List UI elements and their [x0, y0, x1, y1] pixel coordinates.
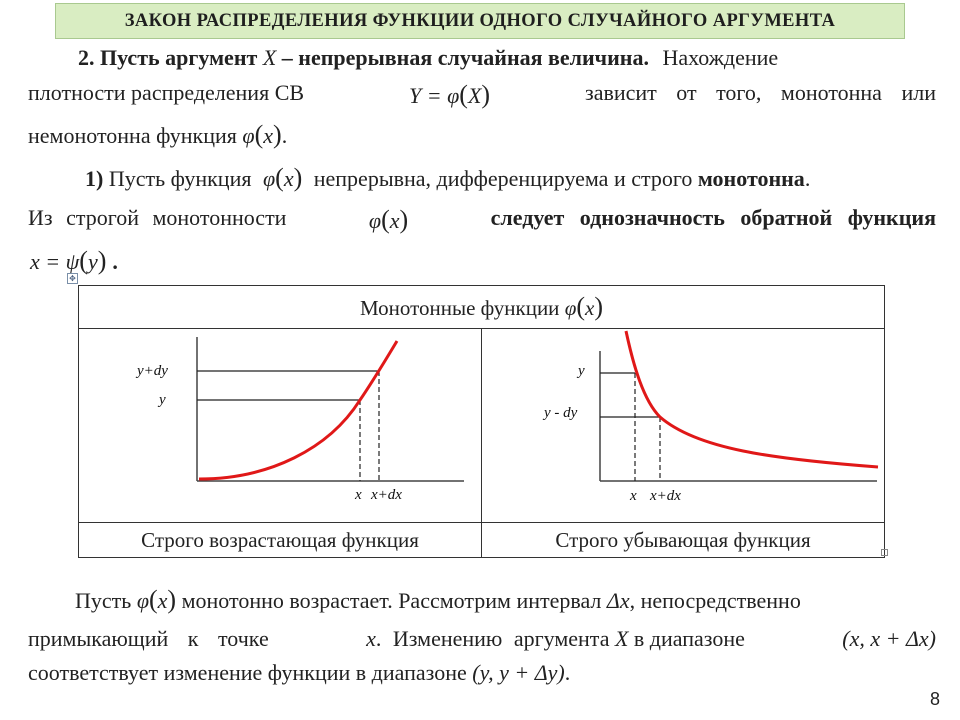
- label-y-dy: y+dy: [137, 363, 168, 379]
- p3-l2-c: в диапазоне: [633, 626, 745, 651]
- p3-l2-mid: [366, 626, 745, 652]
- figure-table: [78, 285, 885, 558]
- p2-x: x: [283, 166, 294, 191]
- p3-l1-b: монотонно возрастает. Рассмотрим интервал: [181, 588, 602, 613]
- p2-l2-phi: φ: [368, 208, 382, 233]
- p2-line1: [85, 163, 810, 193]
- paren-open: (: [381, 205, 390, 234]
- p3-l2-a: примыкающий к точке: [28, 626, 269, 651]
- label-x: x: [355, 487, 362, 503]
- p2-l2-formula: [369, 205, 408, 235]
- p3-x: x: [157, 588, 168, 613]
- p2-b-end: .: [804, 166, 811, 191]
- paren-close: ): [273, 120, 282, 149]
- p3-l1-c: , непосредственно: [629, 588, 801, 613]
- p2-l2-x: x: [389, 208, 400, 233]
- p1-l2-a: плотности распределения СВ: [28, 80, 305, 105]
- paren-close: ): [399, 205, 409, 234]
- p1-x: x: [263, 123, 274, 148]
- paren-open: (: [148, 585, 158, 614]
- label-x-dx: x+dx: [371, 487, 402, 503]
- p1-line3: [28, 120, 287, 150]
- paren-open: (: [459, 80, 468, 109]
- right-caption: Строго убывающая функция: [482, 523, 885, 558]
- paren-close: ): [293, 163, 303, 192]
- p2-l3-end: .: [112, 249, 118, 274]
- paren-close: ): [594, 292, 603, 321]
- left-graph-cell: [79, 329, 482, 523]
- p1-text: Нахождение: [662, 45, 779, 70]
- p3-l3-a: соответствует изменение функции в диапазоне: [28, 660, 467, 685]
- p3-l1-a: Пусть: [75, 588, 132, 613]
- figure-header: [79, 286, 885, 329]
- figure-header-x: x: [584, 296, 595, 320]
- paren-open: (: [79, 246, 88, 275]
- p3-l3-end: .: [564, 660, 571, 685]
- p2-l3-eq: x = ψ: [30, 249, 80, 274]
- p2-l2-a: Из строгой монотонности: [28, 205, 287, 230]
- p1-line1: [78, 45, 778, 71]
- increasing-function-graph: [79, 329, 481, 516]
- p3-l2-range: (x, x + Δx): [842, 626, 936, 651]
- label-y: y: [578, 363, 585, 379]
- label-x: x: [630, 488, 637, 504]
- label-y-dy: y - dy: [544, 405, 578, 421]
- paren-close: ): [97, 246, 107, 275]
- p2-number: 1): [85, 166, 104, 191]
- p3-l2-b: . Изменению аргумента: [375, 626, 610, 651]
- decreasing-function-graph: [482, 329, 884, 516]
- figure-header-phi: φ: [564, 296, 577, 320]
- p2-phi: φ: [262, 166, 276, 191]
- p3-line3: [28, 660, 570, 686]
- p1-l2-b: зависит от того, монотонна или: [585, 80, 936, 105]
- p2-l3-y: y: [87, 249, 98, 274]
- p3-l2-x: x: [366, 626, 376, 651]
- increasing-curve: [199, 341, 397, 479]
- p3-line2: [28, 626, 936, 652]
- p1-var-X: X: [262, 45, 277, 70]
- right-graph-cell: [482, 329, 885, 523]
- p3-l1-group: [75, 585, 801, 615]
- p1-line2: [28, 80, 936, 110]
- label-y: y: [159, 392, 166, 408]
- p2-b-bold: монотонна: [697, 166, 805, 191]
- p2-a: Пусть функция: [108, 166, 252, 191]
- p3-phi: φ: [136, 588, 149, 613]
- table-move-handle-icon[interactable]: ✥: [67, 273, 78, 284]
- p2-b: непрерывна, дифференцируема и строго: [313, 166, 693, 191]
- p2-l2-bold: следует однозначность обратной функция: [490, 205, 936, 230]
- p3-l3-range: (y, y + Δy): [472, 660, 565, 685]
- paren-close: ): [167, 585, 177, 614]
- label-x-dx: x+dx: [650, 488, 681, 504]
- p1-l3-a: немонотонна функция: [28, 123, 237, 148]
- paren-open: (: [576, 292, 585, 321]
- p1-arg: X: [467, 83, 482, 108]
- p1-number: 2.: [78, 45, 95, 70]
- table-resize-handle[interactable]: [881, 549, 888, 556]
- decreasing-curve: [626, 331, 878, 467]
- paren-open: (: [275, 163, 284, 192]
- p1-phi: φ: [242, 123, 255, 148]
- paren-open: (: [254, 120, 264, 149]
- p1-end: .: [281, 123, 288, 148]
- p2-line2: [28, 205, 936, 235]
- p3-dx: Δx: [606, 588, 630, 613]
- paren-close: ): [481, 80, 491, 109]
- left-caption: Строго возрастающая функция: [79, 523, 482, 558]
- figure-header-text: Монотонные функции: [360, 296, 560, 320]
- p1-l2-formula: [409, 80, 490, 110]
- p3-l2-X: X: [614, 626, 629, 651]
- p2-line3: [30, 246, 118, 276]
- p1-bold-text2: – непрерывная случайная величина.: [281, 45, 649, 70]
- p1-eq: Y = φ: [409, 83, 460, 108]
- page-number: 8: [929, 689, 940, 709]
- p1-bold-text: Пусть аргумент: [100, 45, 258, 70]
- slide-title: ЗАКОН РАСПРЕДЕЛЕНИЯ ФУНКЦИИ ОДНОГО СЛУЧАЙНОГО АРГУМЕНТА: [55, 3, 905, 39]
- p3-line1: [75, 585, 936, 615]
